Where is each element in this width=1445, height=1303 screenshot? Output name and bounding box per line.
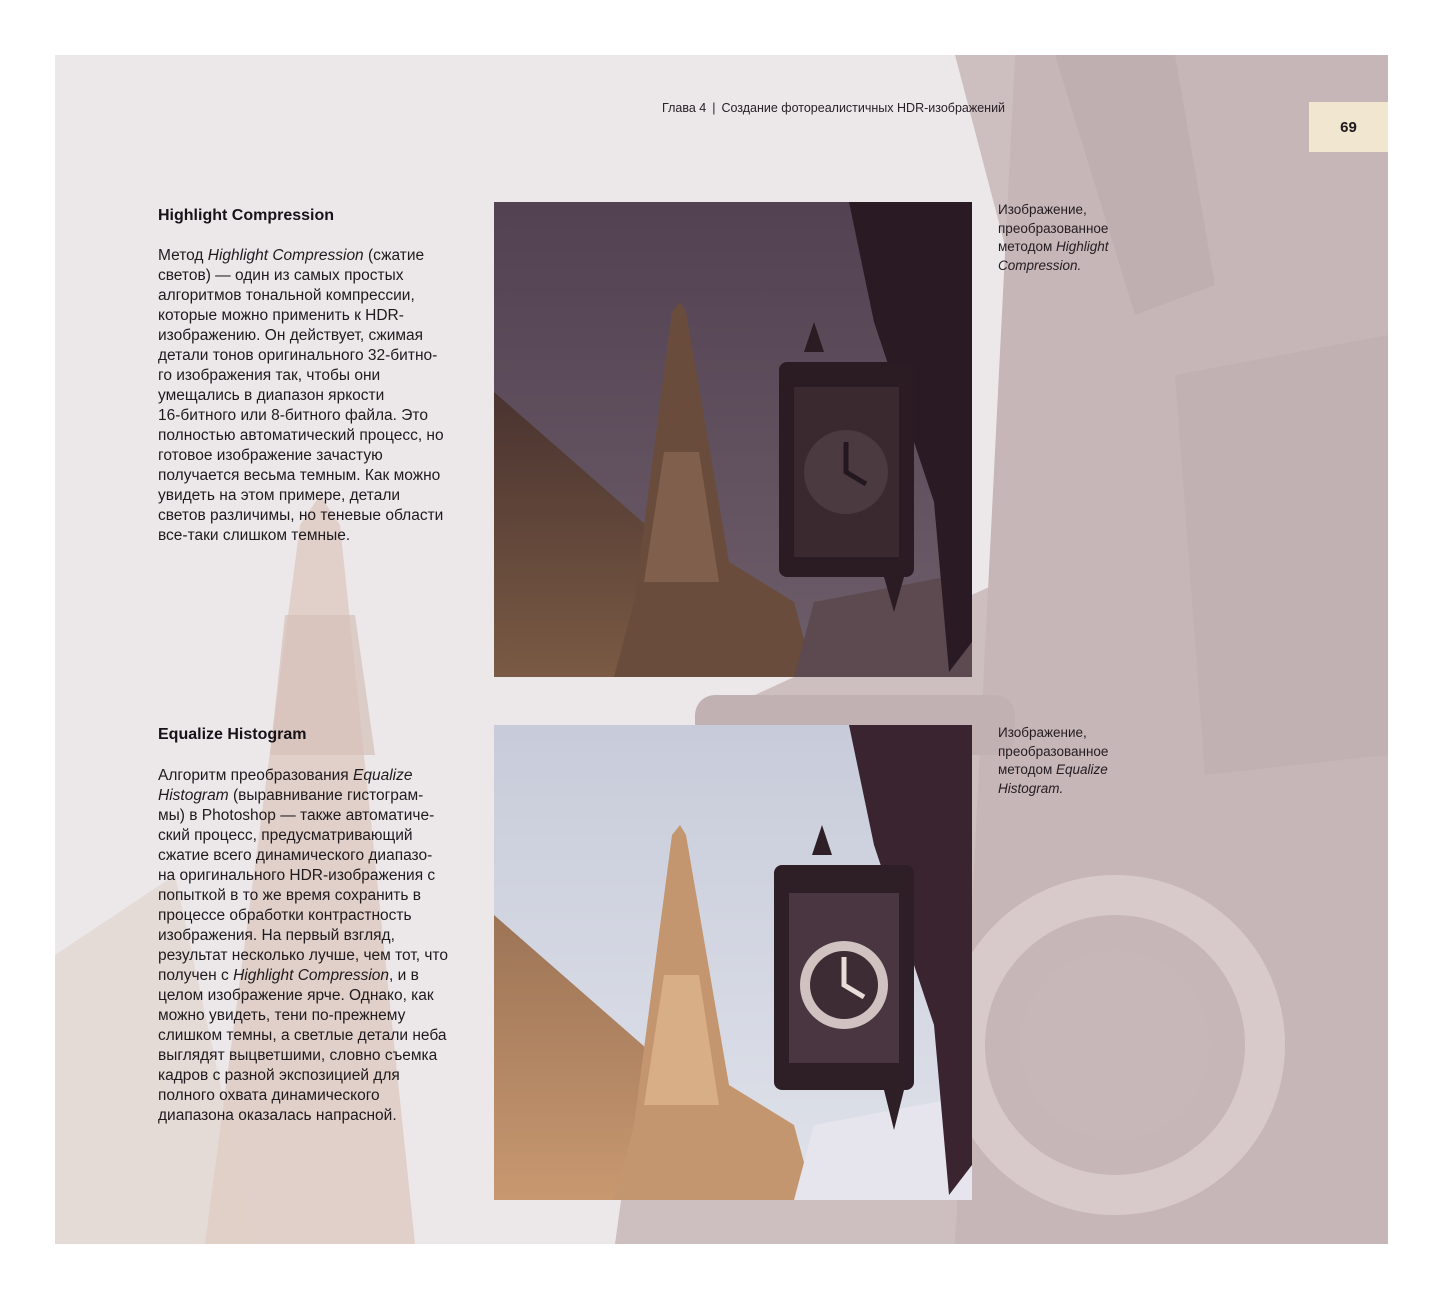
italic-term: Compression.	[998, 257, 1082, 273]
text-run: диапазона оказалась напрасной.	[158, 1107, 397, 1124]
text-run: Алгоритм преобразования	[158, 767, 354, 784]
text-line	[158, 246, 478, 266]
photo-caption	[998, 201, 1109, 275]
text-run: ский процесс, предусматривающий	[158, 827, 413, 844]
section-body	[158, 766, 478, 1126]
italic-term: Histogram.	[998, 780, 1064, 796]
text-line	[158, 526, 478, 546]
italic-term: Equalize	[353, 767, 413, 784]
section-body	[158, 246, 478, 546]
text-run: алгоритмов тональной компрессии,	[158, 287, 415, 304]
text-line	[158, 966, 478, 986]
text-line	[998, 724, 1108, 743]
text-run: кадров с разной экспозицией для	[158, 1067, 400, 1084]
text-run: изображению. Он действует, сжимая	[158, 327, 424, 344]
text-line	[158, 266, 478, 286]
text-line	[998, 201, 1109, 220]
text-line	[158, 346, 478, 366]
text-line	[158, 1066, 478, 1086]
text-line	[158, 846, 478, 866]
text-run: светов) — один из самых простых	[158, 267, 404, 284]
text-run: Изображение,	[998, 202, 1087, 217]
text-run: методом	[998, 239, 1057, 254]
text-run: на оригинального HDR-изображения с	[158, 867, 436, 884]
text-line	[158, 786, 478, 806]
text-run: детали тонов оригинального 32-битно-	[158, 347, 438, 364]
italic-term: Equalize	[1056, 762, 1108, 777]
text-run: слишком темны, а светлые детали неба	[158, 1027, 447, 1044]
text-run: целом изображение ярче. Однако, как	[158, 987, 434, 1004]
text-line	[158, 486, 478, 506]
text-run: светов различимы, но теневые области	[158, 507, 444, 524]
text-run: получается весьма темным. Как можно	[158, 467, 441, 484]
text-line	[998, 761, 1108, 780]
text-run: получен с	[158, 967, 234, 984]
text-run: мы) в Photoshop — также автоматиче-	[158, 807, 435, 824]
text-line	[158, 1026, 478, 1046]
equalize-histogram-photo	[494, 725, 972, 1200]
text-run: го изображения так, чтобы они	[158, 367, 381, 384]
text-line	[158, 366, 478, 386]
text-run: результат несколько лучше, чем тот, что	[158, 947, 448, 964]
italic-term: Highlight Compression	[207, 247, 364, 264]
text-line	[158, 866, 478, 886]
text-run: сжатие всего динамического диапазо-	[158, 847, 433, 864]
text-line	[998, 238, 1109, 257]
text-line	[998, 220, 1109, 239]
text-line	[158, 1006, 478, 1026]
text-line	[158, 1106, 478, 1126]
text-line	[158, 826, 478, 846]
text-line	[158, 446, 478, 466]
text-line	[158, 1046, 478, 1066]
text-line	[158, 1086, 478, 1106]
text-line	[158, 426, 478, 446]
photo-caption	[998, 724, 1108, 798]
highlight-compression-photo	[494, 202, 972, 677]
text-line	[158, 286, 478, 306]
running-header	[662, 101, 1005, 115]
text-run: (сжатие	[363, 247, 425, 264]
text-line	[158, 506, 478, 526]
text-line	[158, 406, 478, 426]
text-line	[158, 766, 478, 786]
text-line	[158, 906, 478, 926]
text-line	[158, 326, 478, 346]
text-run: процессе обработки контрастность	[158, 907, 412, 924]
text-run: увидеть на этом примере, детали	[158, 487, 401, 504]
text-run: выглядят выцветшими, словно съемка	[158, 1047, 438, 1064]
text-run: можно увидеть, тени по-прежнему	[158, 1007, 406, 1024]
text-run: 16-битного или 8-битного файла. Это	[158, 407, 428, 424]
text-line	[158, 986, 478, 1006]
text-run: полностью автоматический процесс, но	[158, 427, 444, 444]
italic-term: Histogram	[158, 787, 229, 804]
text-run: полного охвата динамического	[158, 1087, 380, 1104]
header-separator: |	[712, 101, 716, 115]
chapter-label: Глава 4	[662, 101, 707, 115]
text-line	[158, 386, 478, 406]
text-run: (выравнивание гистограм-	[228, 787, 424, 804]
text-line	[998, 780, 1108, 799]
text-line	[998, 743, 1108, 762]
text-line	[158, 306, 478, 326]
text-run: умещались в диапазон яркости	[158, 387, 385, 404]
chapter-title: Создание фотореалистичных HDR-изображений	[721, 101, 1006, 115]
text-line	[158, 886, 478, 906]
text-run: Изображение,	[998, 725, 1087, 740]
text-line	[158, 946, 478, 966]
text-run: попыткой в то же время сохранить в	[158, 887, 422, 904]
section-heading: Highlight Compression	[158, 207, 334, 224]
text-run: готовое изображение зачастую	[158, 447, 383, 464]
text-run: изображения. На первый взгляд,	[158, 927, 395, 944]
text-run: , и в	[389, 967, 419, 984]
italic-term: Highlight Compression	[233, 967, 390, 984]
text-line	[158, 926, 478, 946]
text-run: методом	[998, 762, 1057, 777]
text-run: все-таки слишком темные.	[158, 527, 351, 544]
text-run: преобразованное	[998, 743, 1109, 759]
section-heading: Equalize Histogram	[158, 726, 307, 743]
text-run: Метод	[158, 247, 208, 264]
italic-term: Highlight	[1056, 239, 1109, 254]
page-number-box	[1309, 102, 1388, 152]
text-run: преобразованное	[998, 220, 1109, 236]
text-line	[998, 257, 1109, 276]
text-line	[158, 806, 478, 826]
page-number: 69	[1340, 118, 1357, 136]
text-line	[158, 466, 478, 486]
text-run: которые можно применить к HDR-	[158, 307, 404, 324]
